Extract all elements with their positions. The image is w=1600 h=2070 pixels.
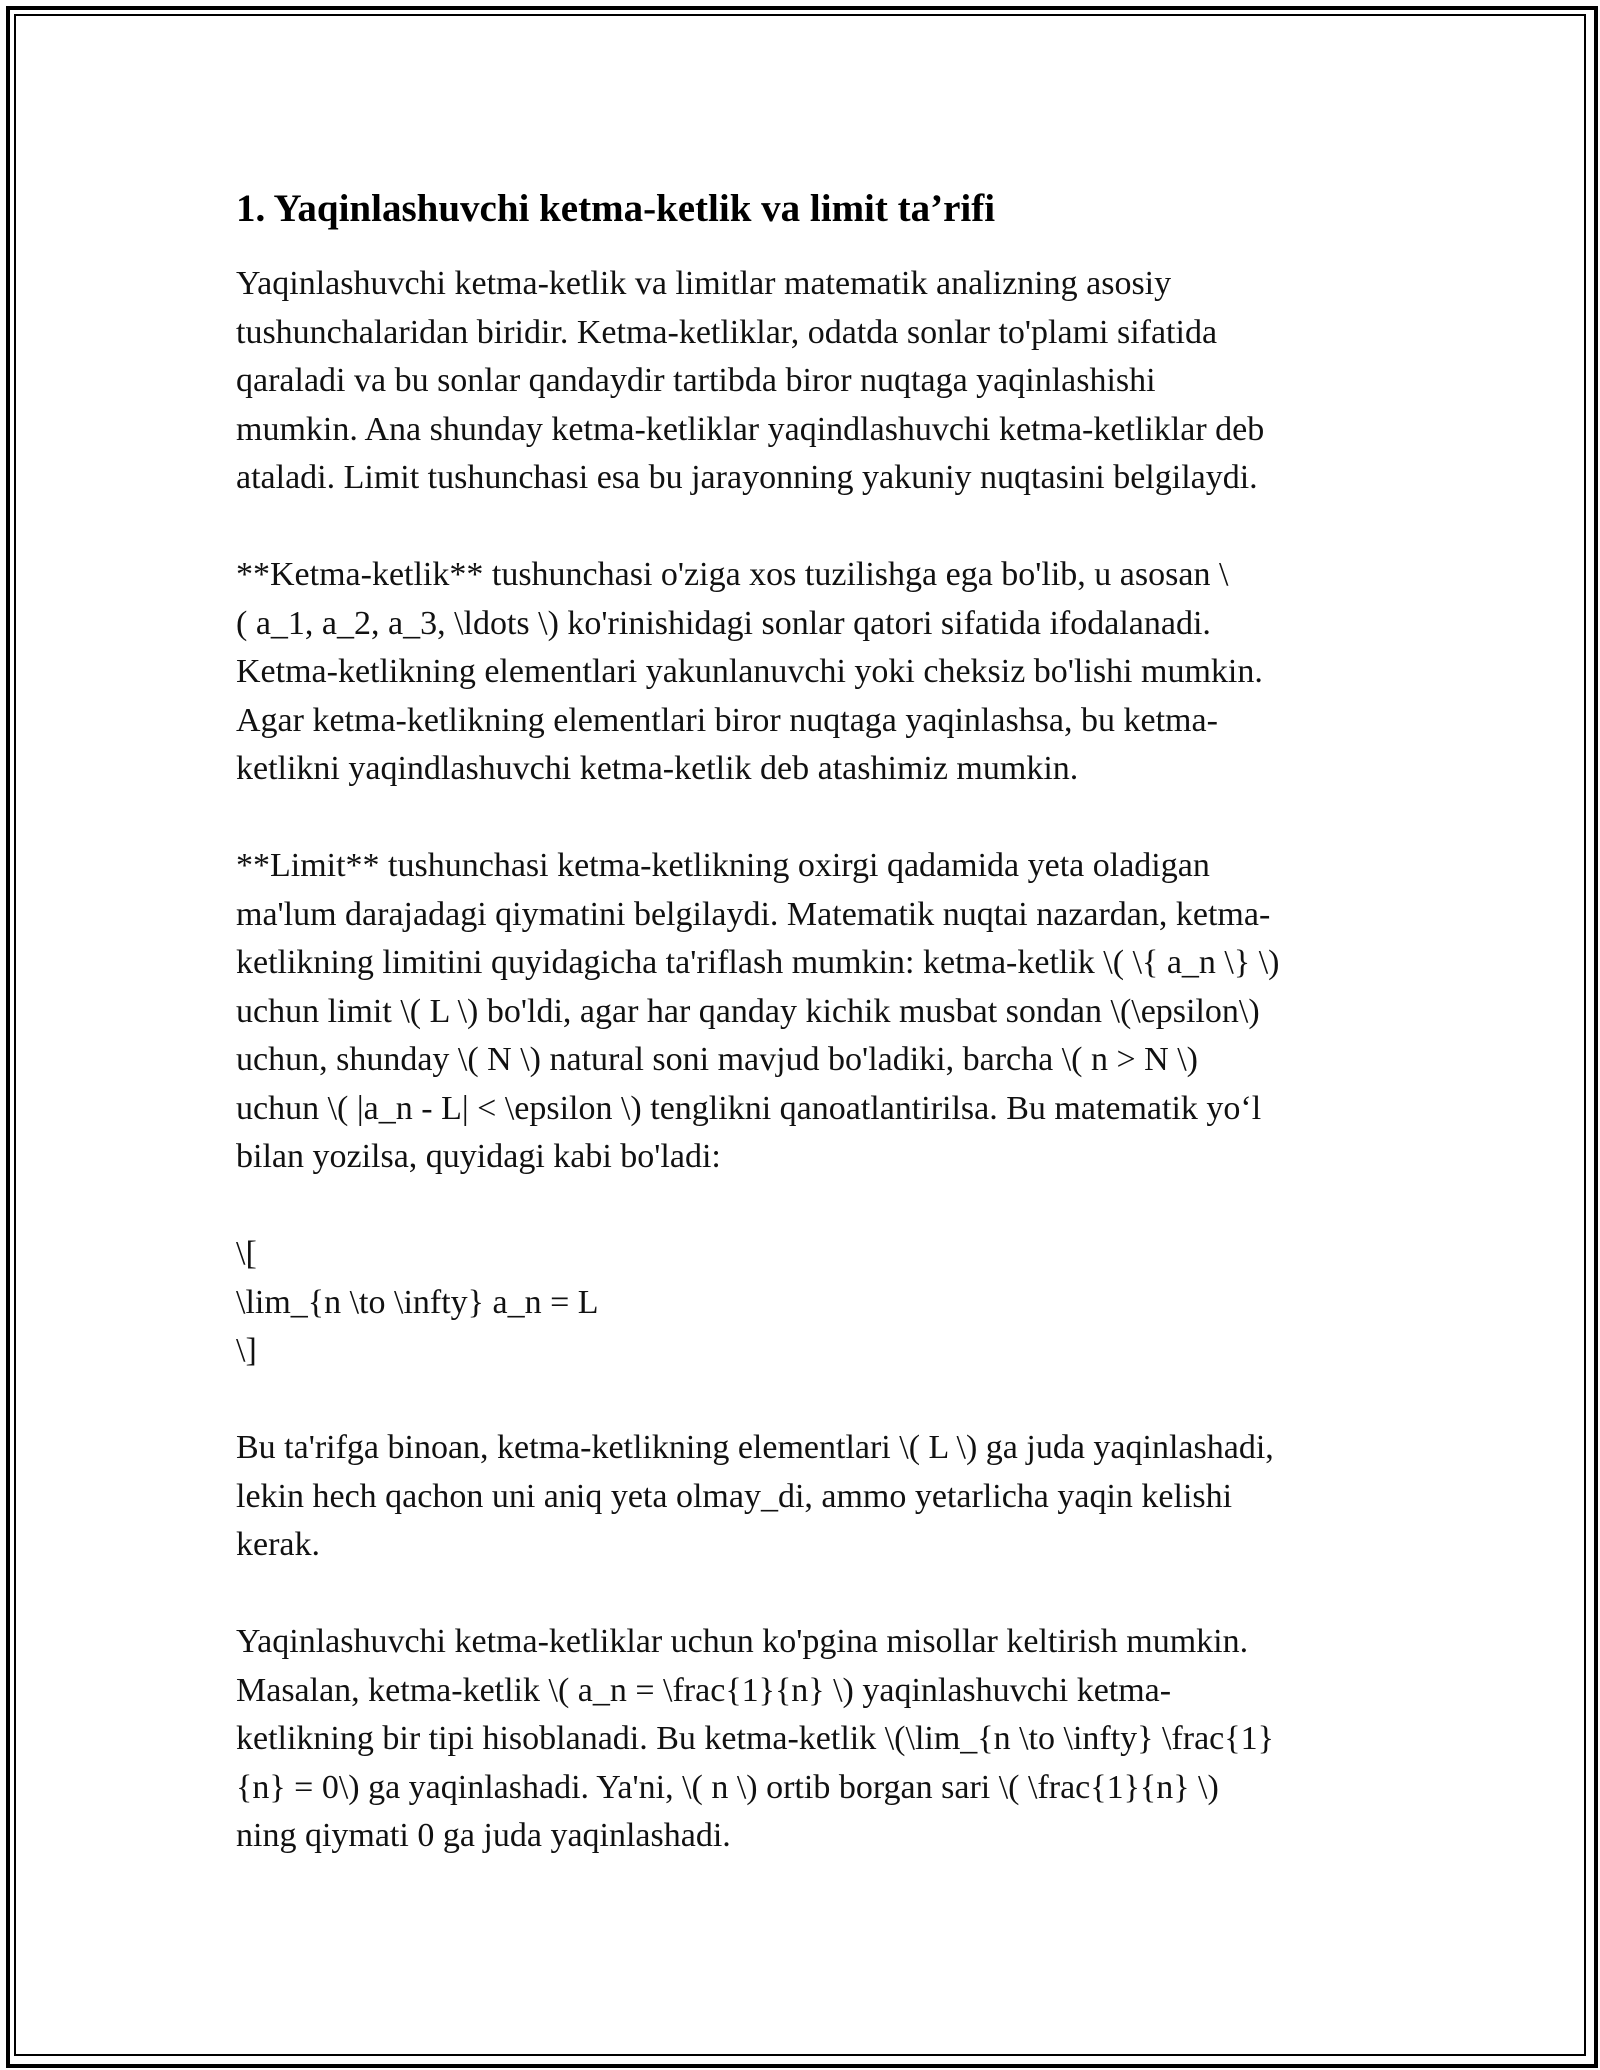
paragraph-spacer (236, 1570, 1366, 1619)
paragraph-spacer (236, 1376, 1366, 1425)
section-title: 1. Yaqinlashuvchi ketma-ketlik va limit ta’rifi (236, 187, 996, 230)
paragraph-sequence-definition: **Ketma-ketlik** tushunchasi o'ziga xos tuzilishga ega bo'lib, u asosan \ ( a_1, a_2, a_3, \ldots \) ko'rinishidagi sonlar qatori sifatida ifodalanadi. Ketma-ketlikning elementlari yakunlanuvchi yoki cheksiz bo'lishi mumkin. Agar ketma-ketlikning elementlari biror nuqtaga yaqinlashsa, bu ketma- ketlikni yaqindlashuvchi ketma-ketlik deb atashimiz mumkin. (236, 556, 1263, 787)
paragraph-definition-consequence: Bu ta'rifga binoan, ketma-ketlikning elementlari \( L \) ga juda yaqinlashadi, lekin hech qachon uni aniq yeta olmay_di, ammo yetarlicha yaqin kelishi kerak. (236, 1429, 1274, 1563)
document-body (236, 186, 1366, 1861)
paragraph-spacer (236, 794, 1366, 843)
paragraph-example: Yaqinlashuvchi ketma-ketliklar uchun ko'pgina misollar keltirish mumkin. Masalan, ketma-ketlik \( a_n = \frac{1}{n} \) yaqinlashuvchi ketma- ketlikning bir tipi hisoblanadi. Bu ketma-ketlik \(\lim_{n \to \infty} \frac{1} {n} = 0\) ga yaqinlashadi. Ya'ni, \( n \) ortib borgan sari \( \frac{1}{n} \) ning qiymati 0 ga juda yaqinlashadi. (236, 1623, 1274, 1854)
paragraph-intro: Yaqinlashuvchi ketma-ketlik va limitlar matematik analizning asosiy tushunchalaridan biridir. Ketma-ketliklar, odatda sonlar to'plami sifatida qaraladi va bu sonlar qandaydir tartibda biror nuqtaga yaqinlashishi mumkin. Ana shunday ketma-ketliklar yaqindlashuvchi ketma-ketliklar deb ataladi. Limit tushunchasi esa bu jarayonning yakuniy nuqtasini belgilaydi. (236, 265, 1265, 496)
paragraph-spacer (236, 1182, 1366, 1231)
paragraph-limit-definition: **Limit** tushunchasi ketma-ketlikning oxirgi qadamida yeta oladigan ma'lum darajadagi qiymatini belgilaydi. Matematik nuqtai nazardan, ketma- ketlikning limitini quyidagicha ta'riflash mumkin: ketma-ketlik \( \{ a_n \} \) uchun limit \( L \) bo'ldi, agar har qanday kichik musbat sondan \(\epsilon\) uchun, shunday \( N \) natural soni mavjud bo'ladiki, barcha \( n > N \) uchun \( |a_n - L| < \epsilon \) tenglikni qanoatlantirilsa. Bu matematik yo‘l bilan yozilsa, quyidagi kabi bo'ladi: (236, 847, 1280, 1175)
limit-formula: \[ \lim_{n \to \infty} a_n = L \] (236, 1235, 599, 1369)
paragraph-spacer (236, 503, 1366, 552)
